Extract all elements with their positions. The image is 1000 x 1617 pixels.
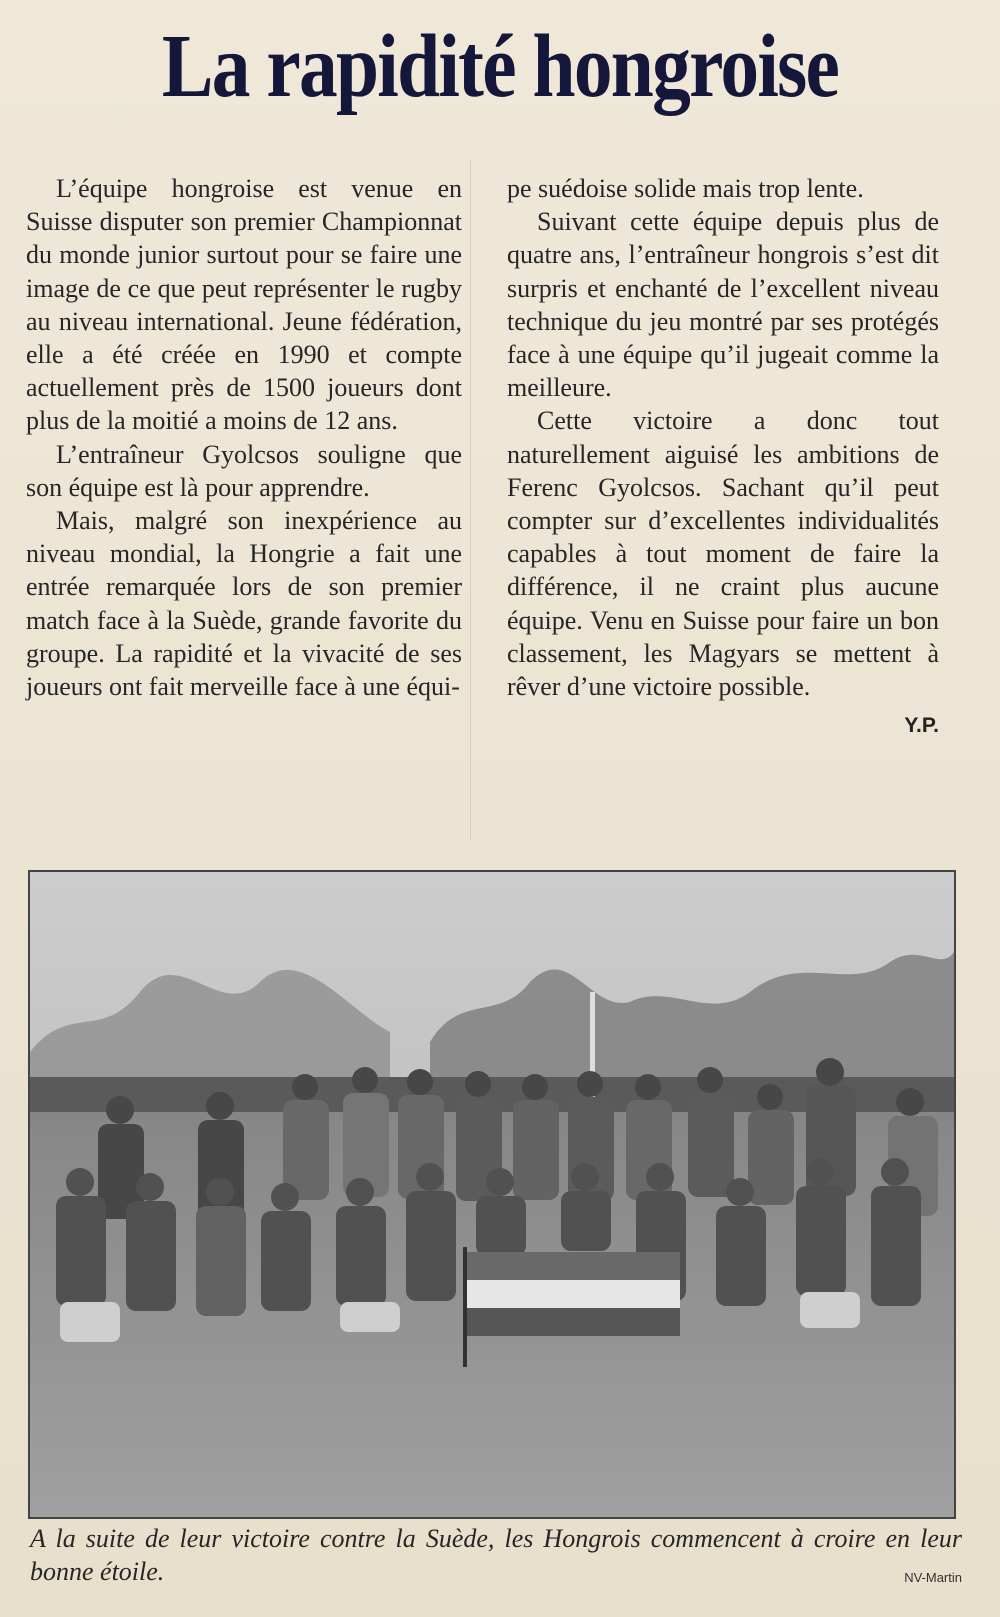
- photo-credit: NV-Martin: [904, 1570, 962, 1585]
- column-divider: [470, 160, 471, 840]
- paragraph: L’équipe hongroise est venue en Suisse disputer son premier Championnat du monde junior surtout pour se faire une image de ce que peut représenter le rugby au niveau international. Jeune fédération, elle a été créée en 1990 et compte actuellement près de 1500 joueurs dont plus de la moitié a moins de 12 ans.: [26, 174, 462, 436]
- headline: La rapidité hongroise: [161, 17, 839, 116]
- team-photo: [28, 870, 956, 1519]
- photo-caption: A la suite de leur victoire contre la Suède, les Hongrois commencent à croire en leur bonne étoile.: [30, 1524, 962, 1586]
- paragraph: L’entraîneur Gyolcsos souligne que son équipe est là pour apprendre.: [26, 439, 462, 502]
- article-column-left: [26, 172, 462, 703]
- byline: Y.P.: [904, 714, 939, 738]
- team-photo-illustration: [30, 872, 954, 1517]
- paragraph: Cette victoire a donc tout naturellement aiguisé les ambitions de Ferenc Gyolcsos. Sachant qu’il peut compter sur d’excellentes individualités capables à tout moment de faire la différence, il ne craint plus aucune équipe. Venu en Suisse pour faire un bon classement, les Magyars se mettent à rêver d’une victoire possible.: [507, 406, 939, 702]
- paragraph: Mais, malgré son inexpérience au niveau mondial, la Hongrie a fait une entrée remarquée lors de son premier match face à la Suède, grande favorite du groupe. La rapidité et la vivacité de ses joueurs ont fait merveille face à une équi-: [26, 506, 462, 702]
- paragraph-continuation: pe suédoise solide mais trop lente.: [507, 174, 864, 203]
- paragraph: Suivant cette équipe depuis plus de quatre ans, l’entraîneur hongrois s’est dit surpris et enchanté de l’excellent niveau technique du jeu montré par ses protégés face à une équipe qu’il jugeait comme la meilleure.: [507, 207, 939, 403]
- article-column-right: [507, 172, 939, 742]
